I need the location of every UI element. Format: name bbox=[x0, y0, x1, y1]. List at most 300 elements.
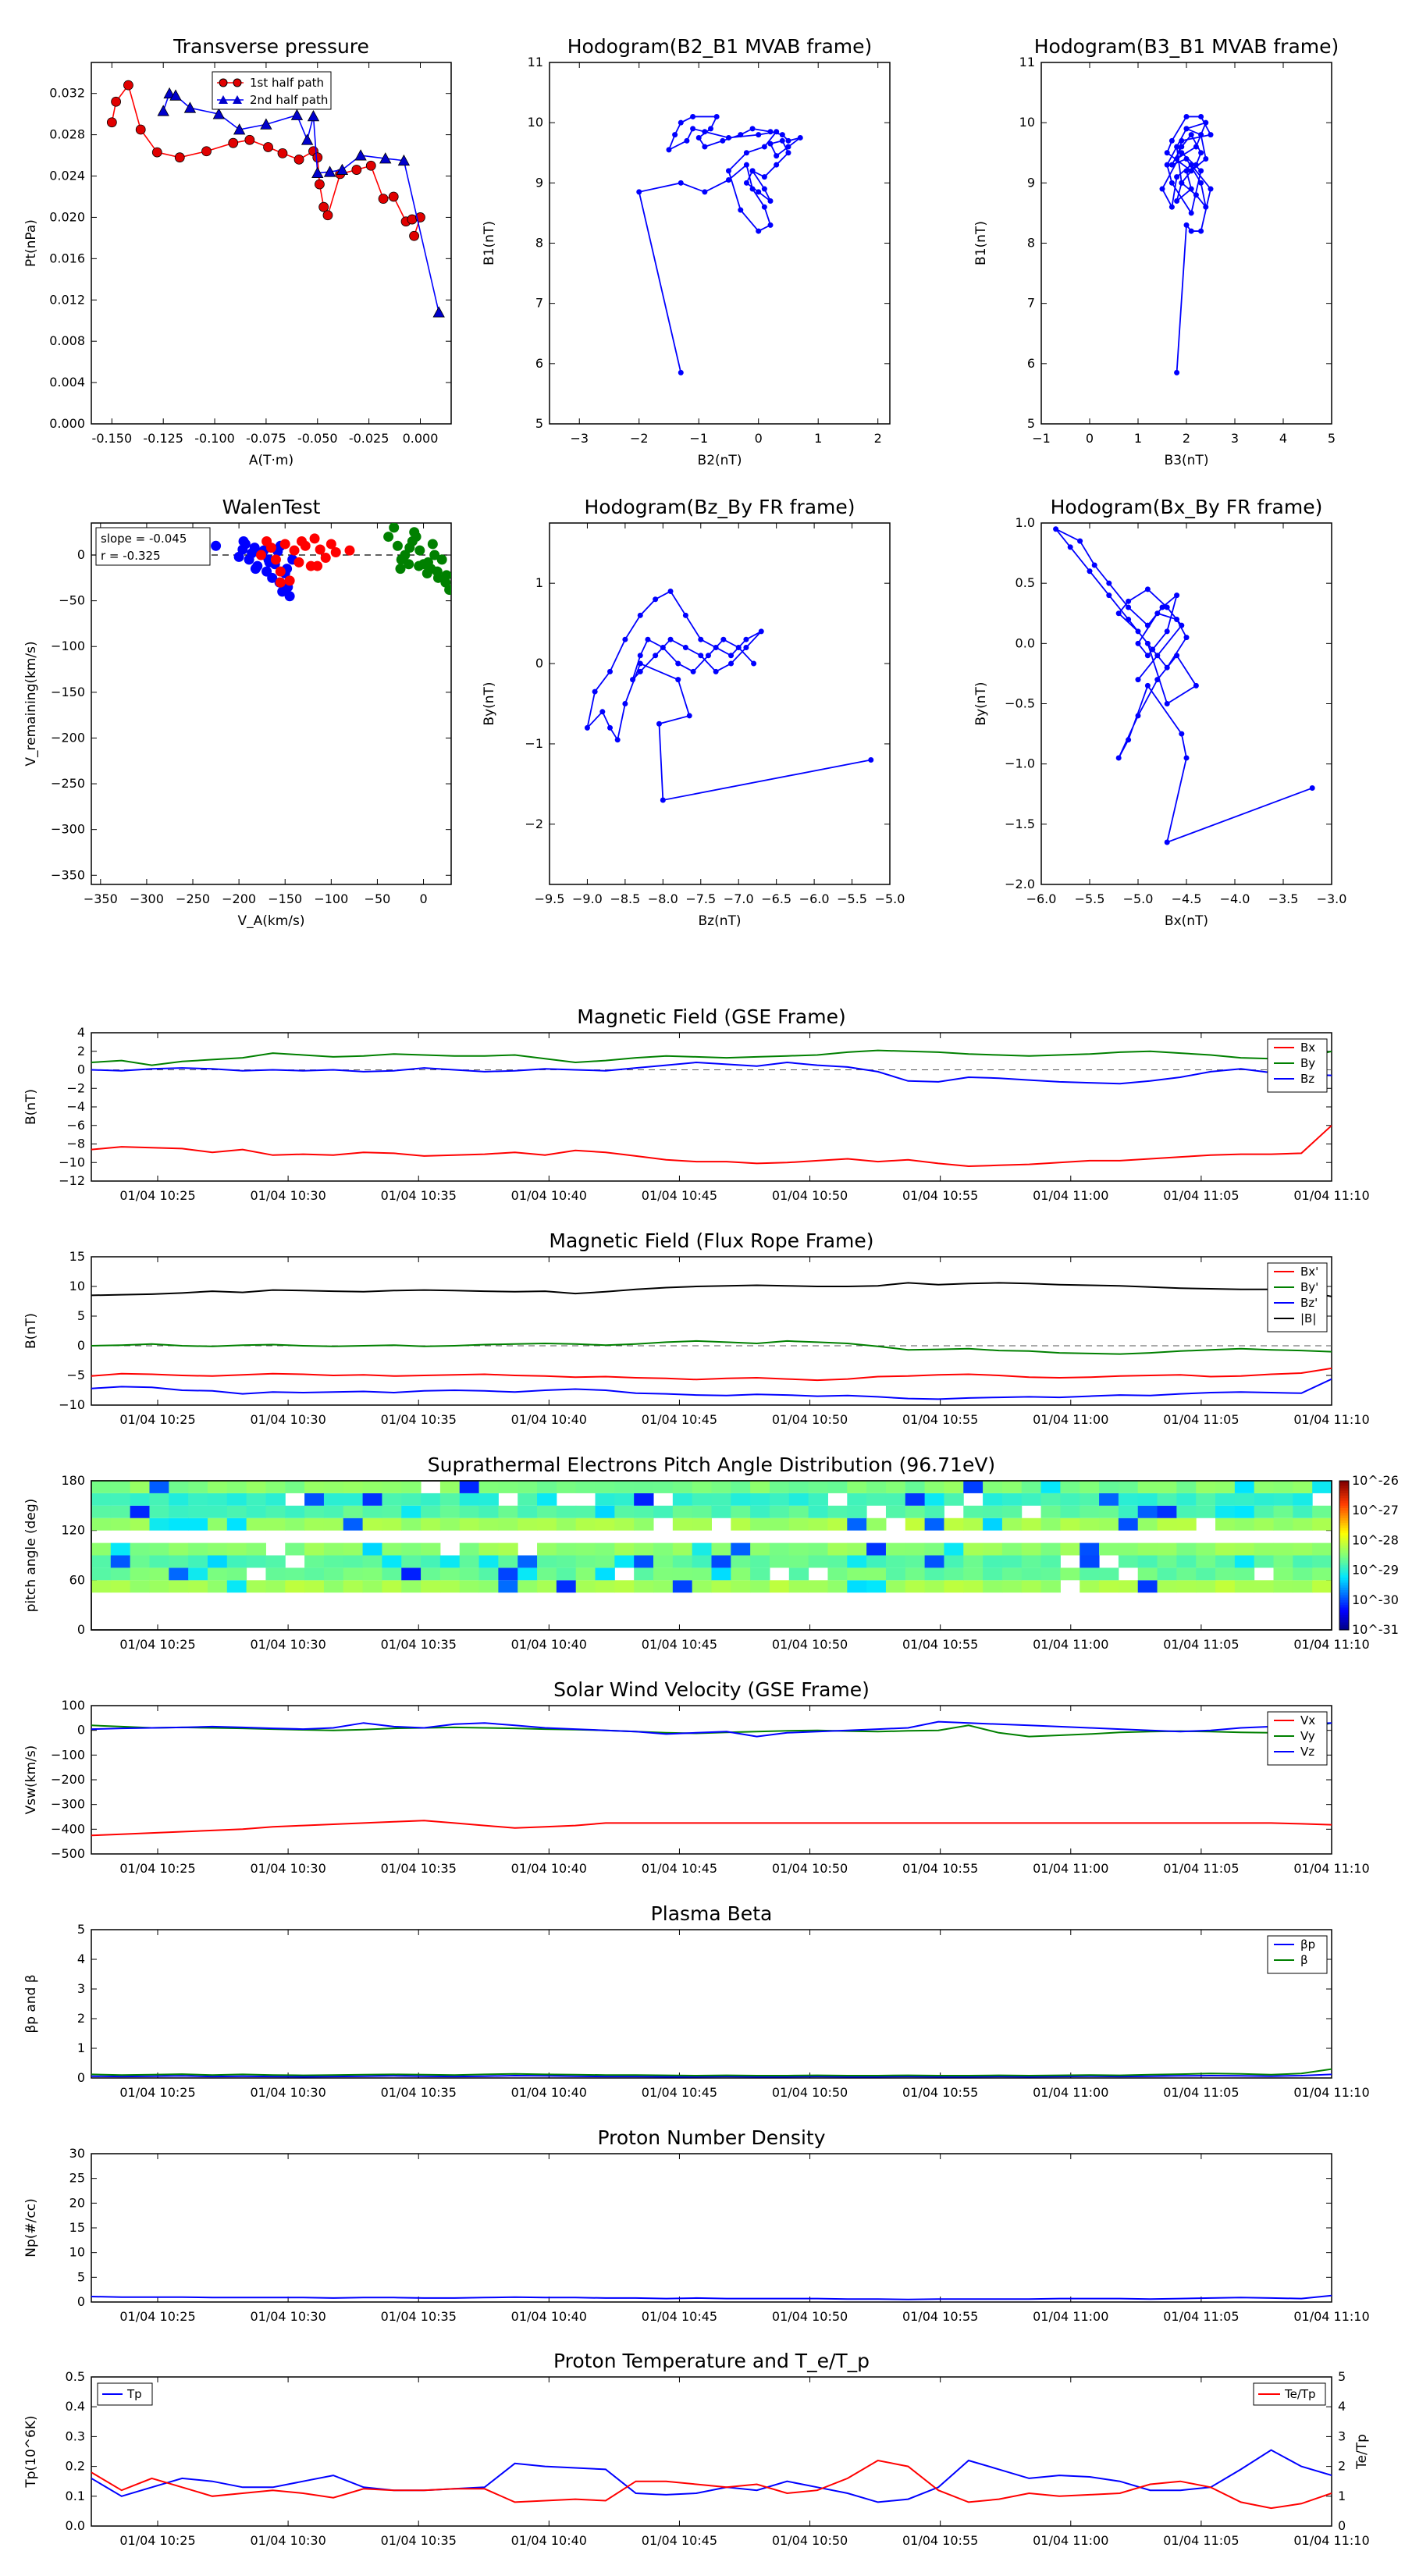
y-tick-label: −2.0 bbox=[1005, 877, 1035, 891]
heatmap-cell bbox=[111, 1580, 130, 1592]
heatmap-cell bbox=[421, 1543, 440, 1556]
heatmap-cell bbox=[1176, 1543, 1196, 1556]
hodogram-point bbox=[1116, 755, 1122, 760]
heatmap-cell bbox=[1274, 1518, 1293, 1531]
heatmap-cell bbox=[382, 1518, 401, 1531]
hodogram-point bbox=[653, 596, 658, 602]
heatmap-cell bbox=[91, 1493, 111, 1506]
heatmap-cell bbox=[227, 1481, 247, 1493]
colorbar-segment bbox=[1339, 1525, 1349, 1528]
colorbar-segment bbox=[1339, 1590, 1349, 1593]
colorbar-segment bbox=[1339, 1595, 1349, 1598]
y-tick-label: 6 bbox=[1026, 355, 1035, 371]
data-point-1st-half bbox=[245, 135, 254, 144]
heatmap-cell bbox=[227, 1556, 247, 1568]
colorbar-segment bbox=[1339, 1603, 1349, 1606]
x-tick-label: -0.025 bbox=[348, 431, 389, 446]
hodogram-point bbox=[768, 141, 774, 147]
hodogram-point bbox=[768, 222, 774, 228]
panel-h4 bbox=[973, 496, 1346, 929]
hodogram-point bbox=[653, 653, 658, 658]
heatmap-cell bbox=[1002, 1481, 1022, 1493]
heatmap-cell bbox=[866, 1567, 886, 1580]
colorbar-segment bbox=[1339, 1533, 1349, 1536]
x-tick-label: −300 bbox=[129, 891, 164, 906]
y-tick-label: 2 bbox=[76, 1043, 85, 1059]
heatmap-cell bbox=[847, 1567, 866, 1580]
y-tick-label: 0.004 bbox=[49, 375, 85, 390]
hodogram-point bbox=[1154, 610, 1160, 616]
walen-point-red bbox=[285, 575, 295, 585]
heatmap-cell bbox=[537, 1518, 557, 1531]
time-tick-label: 01/04 10:35 bbox=[380, 2533, 457, 2548]
colorbar-segment bbox=[1339, 1491, 1349, 1494]
plot-frame bbox=[550, 62, 890, 424]
hodogram-point bbox=[1189, 187, 1194, 192]
heatmap-cell bbox=[653, 1506, 673, 1518]
heatmap-cell bbox=[673, 1493, 692, 1506]
heatmap-cell bbox=[809, 1556, 828, 1568]
heatmap-cell bbox=[1235, 1506, 1254, 1518]
heatmap-cell bbox=[498, 1481, 518, 1493]
legend-entry: Te/Tp bbox=[1285, 2387, 1316, 2401]
time-tick-label: 01/04 10:25 bbox=[119, 2309, 196, 2324]
heatmap-cell bbox=[343, 1580, 363, 1592]
time-tick-label: 01/04 10:30 bbox=[250, 1412, 326, 1427]
heatmap-cell bbox=[1060, 1518, 1080, 1531]
hodogram-point bbox=[1203, 156, 1208, 162]
heatmap-cell bbox=[1293, 1518, 1312, 1531]
panel-h1 bbox=[482, 35, 890, 468]
plot-frame bbox=[550, 523, 890, 884]
panel-np bbox=[23, 2126, 1370, 2324]
heatmap-cell bbox=[596, 1506, 615, 1518]
heatmap-cell bbox=[944, 1543, 963, 1556]
time-tick-label: 01/04 10:45 bbox=[641, 2533, 718, 2548]
colorbar-segment bbox=[1339, 1531, 1349, 1534]
heatmap-cell bbox=[382, 1481, 401, 1493]
y-axis-label: By(nT) bbox=[973, 681, 989, 726]
heatmap-cell bbox=[963, 1518, 983, 1531]
heatmap-cell bbox=[440, 1556, 460, 1568]
y-tick-label: 0.4 bbox=[65, 2399, 85, 2414]
colorbar-segment bbox=[1339, 1585, 1349, 1589]
colorbar-segment bbox=[1339, 1540, 1349, 1543]
heatmap-cell bbox=[905, 1567, 925, 1580]
heatmap-cell bbox=[1158, 1567, 1177, 1580]
y-tick-label: 10 bbox=[69, 1279, 85, 1293]
heatmap-cell bbox=[518, 1506, 537, 1518]
y-tick-label: −1.5 bbox=[1005, 816, 1035, 831]
legend-entry: Vy bbox=[1300, 1729, 1315, 1743]
colorbar-tick-label: 10^-29 bbox=[1352, 1562, 1399, 1578]
heatmap-cell bbox=[1158, 1580, 1177, 1592]
heatmap-cell bbox=[886, 1493, 905, 1506]
heatmap-cell bbox=[227, 1543, 247, 1556]
heatmap-cell bbox=[1235, 1518, 1254, 1531]
heatmap-cell bbox=[944, 1518, 963, 1531]
hodogram-point bbox=[668, 637, 674, 642]
heatmap-cell bbox=[440, 1580, 460, 1592]
heatmap-cell bbox=[460, 1481, 479, 1493]
heatmap-cell bbox=[866, 1518, 886, 1531]
heatmap-cell bbox=[576, 1543, 596, 1556]
time-tick-label: 01/04 10:45 bbox=[641, 1637, 718, 1652]
hodogram-point bbox=[1136, 641, 1141, 646]
y-tick-label: 0.5 bbox=[1015, 575, 1035, 591]
colorbar-segment bbox=[1339, 1500, 1349, 1503]
hodogram-point bbox=[1193, 162, 1199, 168]
heatmap-cell bbox=[518, 1556, 537, 1568]
heatmap-cell bbox=[634, 1493, 653, 1506]
heatmap-cell bbox=[537, 1481, 557, 1493]
colorbar-segment bbox=[1339, 1503, 1349, 1507]
x-tick-label: −9.0 bbox=[572, 891, 603, 906]
heatmap-cell bbox=[304, 1481, 324, 1493]
heatmap-cell bbox=[634, 1556, 653, 1568]
heatmap-cell bbox=[847, 1580, 866, 1592]
heatmap-cell bbox=[1254, 1580, 1274, 1592]
time-tick-label: 01/04 10:30 bbox=[250, 1637, 326, 1652]
heatmap-cell bbox=[1215, 1543, 1235, 1556]
heatmap-cell bbox=[518, 1481, 537, 1493]
heatmap-cell bbox=[1158, 1506, 1177, 1518]
hodogram-point bbox=[1145, 683, 1151, 688]
time-tick-label: 01/04 10:30 bbox=[250, 2309, 326, 2324]
hodogram-point bbox=[774, 153, 779, 158]
hodogram-point bbox=[683, 613, 688, 618]
heatmap-cell bbox=[1099, 1493, 1119, 1506]
y-tick-label: 5 bbox=[76, 1308, 85, 1323]
heatmap-cell bbox=[1176, 1518, 1196, 1531]
hodogram-point bbox=[1189, 210, 1194, 215]
panel-title: WalenTest bbox=[222, 496, 321, 518]
heatmap-cell bbox=[1099, 1518, 1119, 1531]
x-tick-label: −350 bbox=[83, 891, 118, 906]
heatmap-cell bbox=[149, 1567, 169, 1580]
time-tick-label: 01/04 10:50 bbox=[771, 1637, 848, 1652]
hodogram-point bbox=[744, 180, 749, 186]
hodogram-point bbox=[696, 135, 702, 141]
plot-frame bbox=[91, 2154, 1332, 2302]
x-tick-label: 3 bbox=[1230, 431, 1240, 446]
heatmap-cell bbox=[1293, 1543, 1312, 1556]
panel-title: Magnetic Field (GSE Frame) bbox=[577, 1005, 846, 1028]
panel-title: Proton Temperature and T_e/T_p bbox=[553, 2350, 870, 2372]
hodogram-point bbox=[1106, 581, 1112, 586]
hodogram-point bbox=[1169, 162, 1175, 168]
series-line-bz bbox=[91, 1062, 1332, 1083]
hodogram-point bbox=[713, 645, 719, 650]
heatmap-cell bbox=[343, 1543, 363, 1556]
heatmap-cell bbox=[1312, 1543, 1332, 1556]
hodogram-point bbox=[1169, 138, 1175, 144]
time-tick-label: 01/04 10:55 bbox=[902, 2085, 979, 2100]
heatmap-cell bbox=[905, 1518, 925, 1531]
heatmap-cell bbox=[886, 1543, 905, 1556]
time-tick-label: 01/04 11:05 bbox=[1163, 2309, 1240, 2324]
heatmap-cell bbox=[537, 1567, 557, 1580]
time-tick-label: 01/04 10:40 bbox=[510, 1412, 587, 1427]
series-line-by bbox=[91, 1341, 1332, 1354]
heatmap-cell bbox=[1274, 1543, 1293, 1556]
time-tick-label: 01/04 10:40 bbox=[510, 2533, 587, 2548]
hodogram-point bbox=[1053, 526, 1058, 532]
heatmap-cell bbox=[1293, 1481, 1312, 1493]
hodogram-point bbox=[691, 669, 696, 674]
hodogram-point bbox=[756, 189, 761, 194]
heatmap-cell bbox=[382, 1556, 401, 1568]
hodogram-point bbox=[756, 229, 761, 234]
colorbar-segment bbox=[1339, 1563, 1349, 1566]
y-tick-label: 15 bbox=[69, 2220, 85, 2235]
heatmap-cell bbox=[596, 1518, 615, 1531]
heatmap-cell bbox=[1293, 1493, 1312, 1506]
heatmap-cell bbox=[130, 1543, 150, 1556]
heatmap-cell bbox=[188, 1580, 208, 1592]
heatmap-cell bbox=[1138, 1580, 1158, 1592]
legend-entry: β bbox=[1300, 1953, 1308, 1967]
y-tick-label: 0 bbox=[76, 2070, 85, 2085]
heatmap-cell bbox=[208, 1506, 227, 1518]
hodogram-point bbox=[636, 189, 642, 194]
heatmap-cell bbox=[304, 1518, 324, 1531]
hodogram-point bbox=[750, 168, 756, 173]
hodogram-line bbox=[1162, 116, 1211, 372]
hodogram-point bbox=[638, 669, 643, 674]
colorbar-tick-label: 10^-28 bbox=[1352, 1532, 1399, 1548]
heatmap-cell bbox=[247, 1481, 266, 1493]
heatmap-cell bbox=[285, 1481, 304, 1493]
heatmap-cell bbox=[1138, 1481, 1158, 1493]
heatmap-cell bbox=[401, 1518, 421, 1531]
data-point-1st-half bbox=[229, 138, 238, 148]
heatmap-cell bbox=[1254, 1518, 1274, 1531]
heatmap-cell bbox=[1099, 1481, 1119, 1493]
x-tick-label: −6.5 bbox=[761, 891, 792, 906]
heatmap-cell bbox=[1235, 1580, 1254, 1592]
heatmap-cell bbox=[963, 1543, 983, 1556]
y-tick-label: 30 bbox=[69, 2146, 85, 2161]
data-point-1st-half bbox=[278, 148, 287, 158]
heatmap-cell bbox=[498, 1506, 518, 1518]
heatmap-cell bbox=[809, 1580, 828, 1592]
heatmap-cell bbox=[614, 1543, 634, 1556]
heatmap-cell bbox=[401, 1556, 421, 1568]
heatmap-cell bbox=[324, 1506, 343, 1518]
heatmap-cell bbox=[557, 1580, 576, 1592]
hodogram-point bbox=[1184, 156, 1190, 162]
data-point-1st-half bbox=[410, 231, 419, 240]
heatmap-cell bbox=[440, 1493, 460, 1506]
time-tick-label: 01/04 10:45 bbox=[641, 2085, 718, 2100]
heatmap-cell bbox=[421, 1556, 440, 1568]
panel-title: Hodogram(B3_B1 MVAB frame) bbox=[1033, 35, 1339, 58]
walen-point-green bbox=[393, 541, 403, 551]
data-point-2nd-half bbox=[302, 134, 313, 144]
y-tick-label: 8 bbox=[535, 235, 543, 251]
heatmap-cell bbox=[905, 1580, 925, 1592]
hodogram-point bbox=[1208, 187, 1214, 192]
colorbar-segment bbox=[1339, 1607, 1349, 1610]
heatmap-cell bbox=[1312, 1567, 1332, 1580]
y-tick-label: −12 bbox=[59, 1173, 85, 1188]
walen-point-green bbox=[383, 532, 393, 542]
heatmap-cell bbox=[770, 1556, 789, 1568]
hodogram-point bbox=[675, 661, 681, 667]
heatmap-cell bbox=[91, 1543, 111, 1556]
walen-point-red bbox=[315, 544, 325, 554]
heatmap-cell bbox=[208, 1481, 227, 1493]
y-tick-label: 60 bbox=[69, 1572, 85, 1588]
heatmap-cell bbox=[1060, 1506, 1080, 1518]
heatmap-cell bbox=[91, 1506, 111, 1518]
hodogram-point bbox=[1165, 162, 1170, 168]
heatmap-cell bbox=[1176, 1493, 1196, 1506]
x-tick-label: 0 bbox=[419, 891, 428, 906]
y-tick-label: −100 bbox=[51, 1747, 85, 1763]
y-tick-label: 7 bbox=[1026, 295, 1035, 311]
x-tick-label: -0.075 bbox=[246, 431, 286, 446]
x-tick-label: −1 bbox=[1032, 431, 1051, 446]
heatmap-cell bbox=[1080, 1543, 1099, 1556]
heatmap-cell bbox=[265, 1518, 285, 1531]
hodogram-point bbox=[1116, 610, 1122, 616]
heatmap-cell bbox=[1022, 1493, 1041, 1506]
heatmap-cell bbox=[770, 1518, 789, 1531]
y-tick-label: 0.012 bbox=[49, 292, 85, 308]
heatmap-cell bbox=[1080, 1493, 1099, 1506]
heatmap-cell bbox=[1312, 1518, 1332, 1531]
colorbar-segment bbox=[1339, 1521, 1349, 1524]
time-tick-label: 01/04 10:40 bbox=[510, 1861, 587, 1876]
heatmap-cell bbox=[130, 1506, 150, 1518]
x-tick-label: −50 bbox=[364, 891, 391, 906]
hodogram-point bbox=[1126, 737, 1131, 742]
x-tick-label: −5.5 bbox=[837, 891, 867, 906]
heatmap-cell bbox=[653, 1481, 673, 1493]
x-tick-label: −4.5 bbox=[1171, 891, 1202, 906]
series-line-main bbox=[91, 2296, 1332, 2300]
hodogram-point bbox=[1189, 168, 1194, 173]
x-tick-label: 2 bbox=[1182, 431, 1191, 446]
heatmap-cell bbox=[285, 1567, 304, 1580]
colorbar-segment bbox=[1339, 1598, 1349, 1601]
heatmap-cell bbox=[460, 1580, 479, 1592]
hodogram-point bbox=[638, 653, 643, 658]
heatmap-cell bbox=[963, 1506, 983, 1518]
hodogram-point bbox=[607, 725, 613, 731]
time-tick-label: 01/04 11:00 bbox=[1033, 1637, 1109, 1652]
heatmap-cell bbox=[905, 1543, 925, 1556]
hodogram-point bbox=[1126, 605, 1131, 610]
data-point-2nd-half bbox=[433, 307, 444, 317]
panel-title: Hodogram(Bx_By FR frame) bbox=[1050, 496, 1323, 518]
heatmap-cell bbox=[576, 1567, 596, 1580]
hodogram-line bbox=[587, 591, 870, 800]
hodogram-point bbox=[726, 135, 731, 141]
x-tick-label: 4 bbox=[1279, 431, 1288, 446]
walen-point-green bbox=[444, 585, 454, 595]
heatmap-cell bbox=[421, 1493, 440, 1506]
heatmap-cell bbox=[324, 1580, 343, 1592]
y-tick-label: 0.000 bbox=[49, 416, 85, 431]
time-tick-label: 01/04 10:25 bbox=[119, 2533, 196, 2548]
time-tick-label: 01/04 10:30 bbox=[250, 1188, 326, 1203]
hodogram-point bbox=[638, 613, 643, 618]
y-tick-label: 100 bbox=[61, 1698, 85, 1713]
legend-entry: Bz bbox=[1300, 1072, 1315, 1086]
colorbar-segment bbox=[1339, 1565, 1349, 1568]
heatmap-cell bbox=[111, 1481, 130, 1493]
walen-point-green bbox=[432, 567, 443, 577]
heatmap-cell bbox=[712, 1556, 731, 1568]
y-tick-label: −200 bbox=[51, 1772, 85, 1787]
panel-walen bbox=[23, 496, 454, 929]
hodogram-point bbox=[599, 709, 605, 714]
heatmap-cell bbox=[809, 1493, 828, 1506]
heatmap-cell bbox=[634, 1567, 653, 1580]
heatmap-cell bbox=[537, 1493, 557, 1506]
hodogram-point bbox=[798, 135, 803, 141]
hodogram-point bbox=[726, 168, 731, 173]
heatmap-cell bbox=[188, 1518, 208, 1531]
colorbar-segment bbox=[1339, 1588, 1349, 1591]
colorbar-segment bbox=[1339, 1550, 1349, 1553]
heatmap-cell bbox=[596, 1567, 615, 1580]
heatmap-cell bbox=[149, 1493, 169, 1506]
heatmap-cell bbox=[247, 1493, 266, 1506]
heatmap-cell bbox=[265, 1481, 285, 1493]
walen-point-red bbox=[297, 536, 307, 546]
heatmap-cell bbox=[247, 1543, 266, 1556]
heatmap-cell bbox=[614, 1580, 634, 1592]
walen-point-green bbox=[389, 522, 399, 532]
heatmap-cell bbox=[382, 1580, 401, 1592]
heatmap-cell bbox=[247, 1580, 266, 1592]
walen-point-red bbox=[310, 533, 320, 543]
heatmap-cell bbox=[1041, 1580, 1061, 1592]
hodogram-point bbox=[762, 144, 767, 150]
x-tick-label: −7.0 bbox=[723, 891, 754, 906]
heatmap-cell bbox=[1080, 1556, 1099, 1568]
heatmap-cell bbox=[983, 1481, 1002, 1493]
heatmap-cell bbox=[673, 1481, 692, 1493]
heatmap-cell bbox=[1119, 1518, 1138, 1531]
plot-frame bbox=[91, 1930, 1332, 2078]
hodogram-point bbox=[762, 187, 767, 192]
hodogram-point bbox=[1198, 229, 1204, 234]
heatmap-cell bbox=[731, 1518, 750, 1531]
heatmap-cell bbox=[130, 1481, 150, 1493]
walen-point-green bbox=[404, 543, 414, 553]
hodogram-point bbox=[585, 725, 590, 731]
heatmap-cell bbox=[789, 1518, 809, 1531]
colorbar-segment bbox=[1339, 1560, 1349, 1564]
panel-beta bbox=[23, 1902, 1370, 2100]
colorbar-segment bbox=[1339, 1493, 1349, 1496]
hodogram-point bbox=[774, 162, 779, 168]
time-tick-label: 01/04 11:00 bbox=[1033, 2085, 1109, 2100]
heatmap-cell bbox=[886, 1506, 905, 1518]
heatmap-cell bbox=[1080, 1481, 1099, 1493]
time-tick-label: 01/04 11:10 bbox=[1293, 2085, 1370, 2100]
heatmap-cell bbox=[1312, 1580, 1332, 1592]
heatmap-cell bbox=[247, 1518, 266, 1531]
colorbar-tick-label: 10^-27 bbox=[1352, 1503, 1399, 1518]
heatmap-cell bbox=[1138, 1518, 1158, 1531]
legend-entry: Vx bbox=[1300, 1713, 1316, 1727]
